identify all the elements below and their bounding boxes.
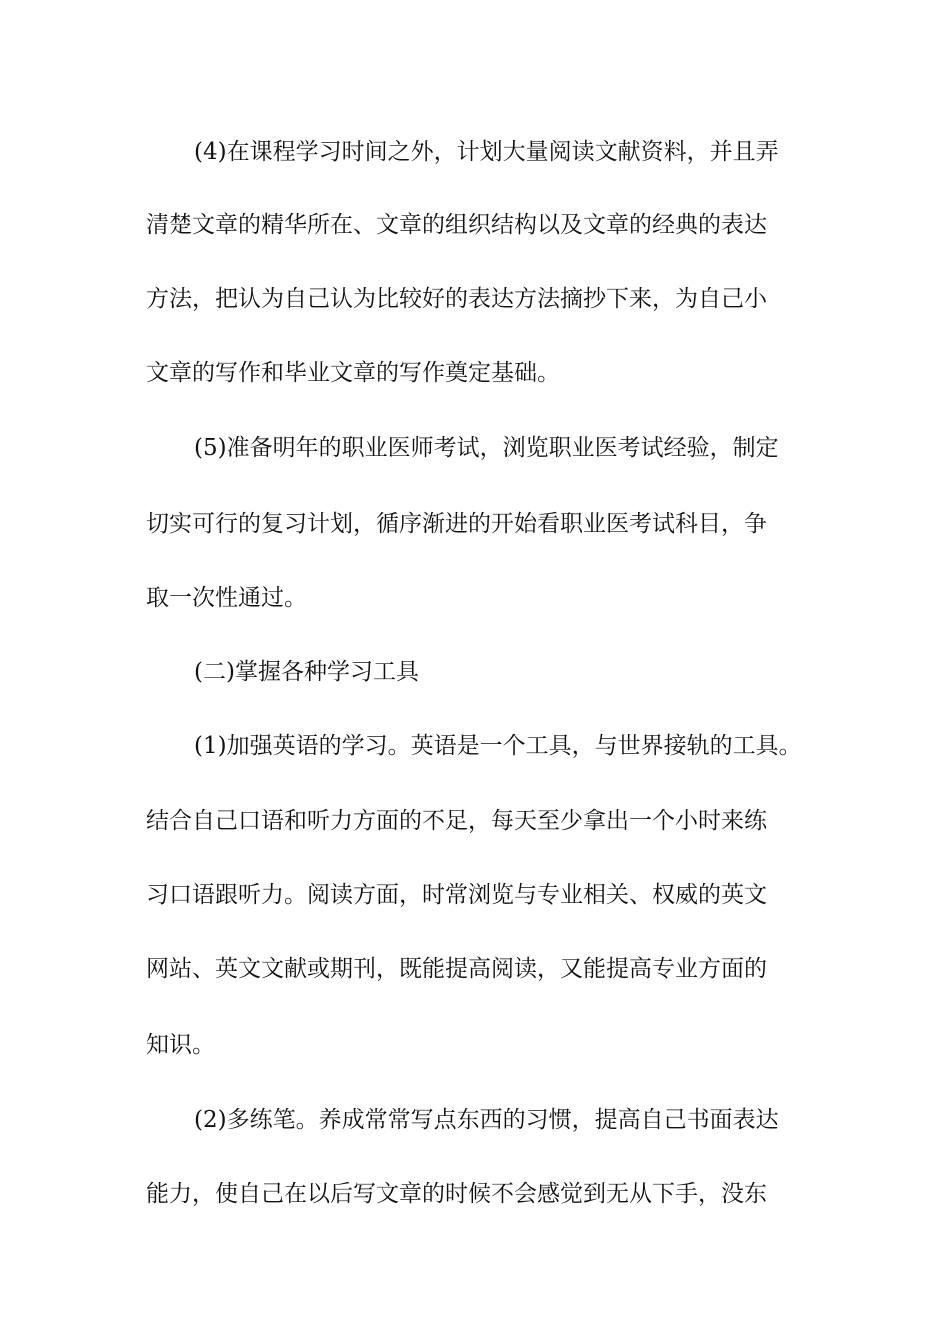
paragraph-5-line-2: 切实可行的复习计划，循序渐进的开始看职业医考试科目，争 [146, 511, 767, 537]
paragraph-2-line-2: 能力，使自己在以后写文章的时候不会感觉到无从下手，没东 [146, 1181, 767, 1207]
paragraph-1-line-5: 知识。 [146, 1032, 215, 1058]
paragraph-1-line-2: 结合自己口语和听力方面的不足，每天至少拿出一个小时来练 [146, 808, 767, 834]
paragraph-1-line-3: 习口语跟听力。阅读方面，时常浏览与专业相关、权威的英文 [146, 882, 767, 908]
paragraph-4-line-4: 文章的写作和毕业文章的写作奠定基础。 [146, 360, 560, 386]
paragraph-1-line-4: 网站、英文文献或期刊，既能提高阅读，又能提高专业方面的 [146, 956, 767, 982]
section-heading: (二)掌握各种学习工具 [194, 659, 419, 685]
paragraph-5-line-3: 取一次性通过。 [146, 585, 307, 611]
paragraph-4-line-1: (4)在课程学习时间之外，计划大量阅读文献资料，并且弄 [194, 139, 779, 165]
paragraph-4-line-2: 清楚文章的精华所在、文章的组织结构以及文章的经典的表达 [146, 212, 767, 238]
paragraph-1-line-1: (1)加强英语的学习。英语是一个工具，与世界接轨的工具。 [194, 733, 802, 759]
paragraph-2-line-1: (2)多练笔。养成常常写点东西的习惯，提高自己书面表达 [194, 1107, 779, 1133]
paragraph-4-line-3: 方法，把认为自己认为比较好的表达方法摘抄下来，为自己小 [146, 286, 767, 312]
paragraph-5-line-1: (5)准备明年的职业医师考试，浏览职业医考试经验，制定 [194, 435, 779, 461]
